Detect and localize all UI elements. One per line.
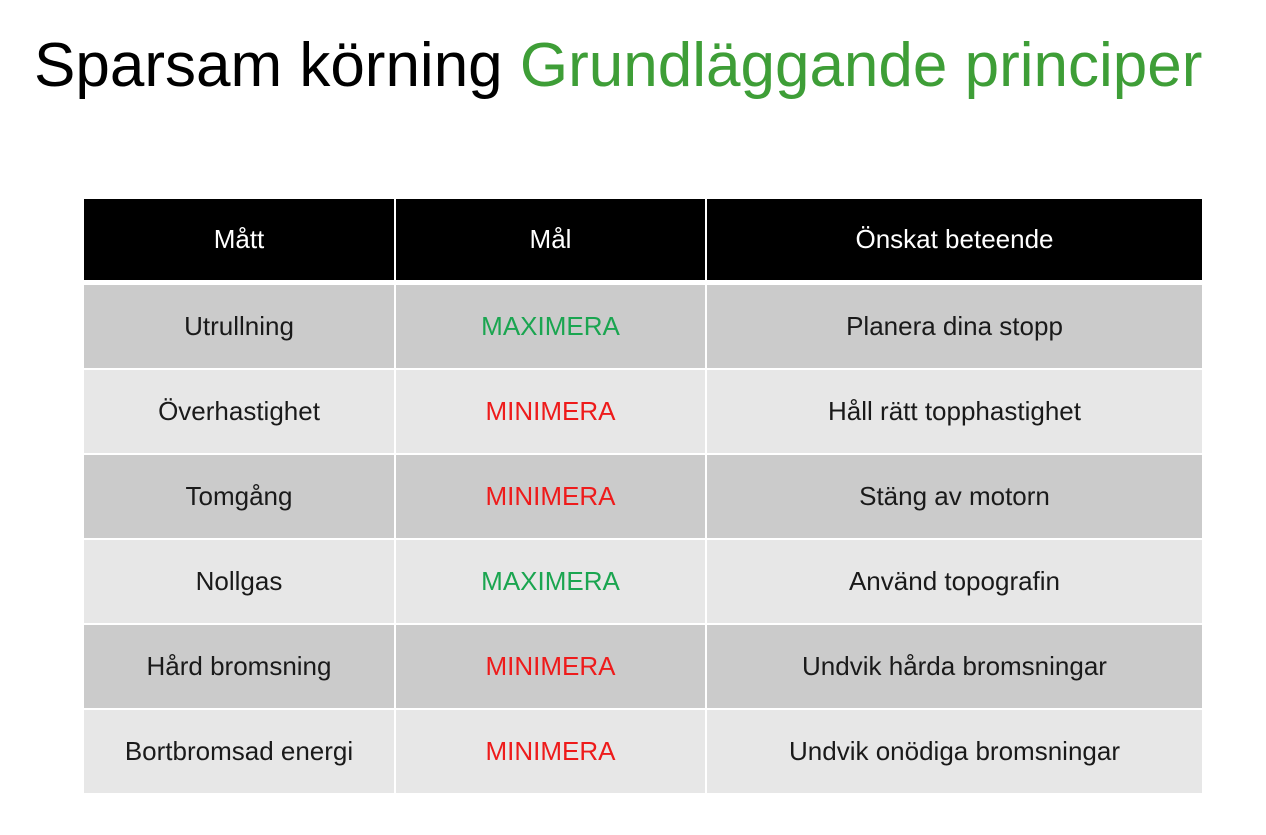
cell-behavior: Håll rätt topphastighet: [706, 369, 1202, 454]
cell-measure: Bortbromsad energi: [84, 709, 395, 794]
table-row: [84, 709, 1202, 794]
cell-behavior: Stäng av motorn: [706, 454, 1202, 539]
title-accent: Grundläggande principer: [519, 31, 1203, 100]
page-title: [34, 22, 1234, 110]
cell-goal: MAXIMERA: [395, 539, 706, 624]
header-behavior: Önskat beteende: [706, 199, 1202, 283]
table-header-row: [84, 199, 1202, 283]
title-main: Sparsam körning: [34, 31, 503, 100]
table-row: [84, 283, 1202, 370]
cell-behavior: Använd topografin: [706, 539, 1202, 624]
principles-table: [84, 199, 1202, 795]
cell-goal: MINIMERA: [395, 454, 706, 539]
cell-measure: Nollgas: [84, 539, 395, 624]
header-goal: Mål: [395, 199, 706, 283]
cell-measure: Överhastighet: [84, 369, 395, 454]
cell-measure: Utrullning: [84, 283, 395, 370]
cell-behavior: Undvik hårda bromsningar: [706, 624, 1202, 709]
cell-measure: Tomgång: [84, 454, 395, 539]
table-row: [84, 454, 1202, 539]
cell-measure: Hård bromsning: [84, 624, 395, 709]
header-measure: Mått: [84, 199, 395, 283]
cell-goal: MINIMERA: [395, 369, 706, 454]
cell-goal: MAXIMERA: [395, 283, 706, 370]
cell-behavior: Planera dina stopp: [706, 283, 1202, 370]
cell-goal: MINIMERA: [395, 709, 706, 794]
table-row: [84, 624, 1202, 709]
cell-goal: MINIMERA: [395, 624, 706, 709]
cell-behavior: Undvik onödiga bromsningar: [706, 709, 1202, 794]
table-row: [84, 539, 1202, 624]
table-row: [84, 369, 1202, 454]
